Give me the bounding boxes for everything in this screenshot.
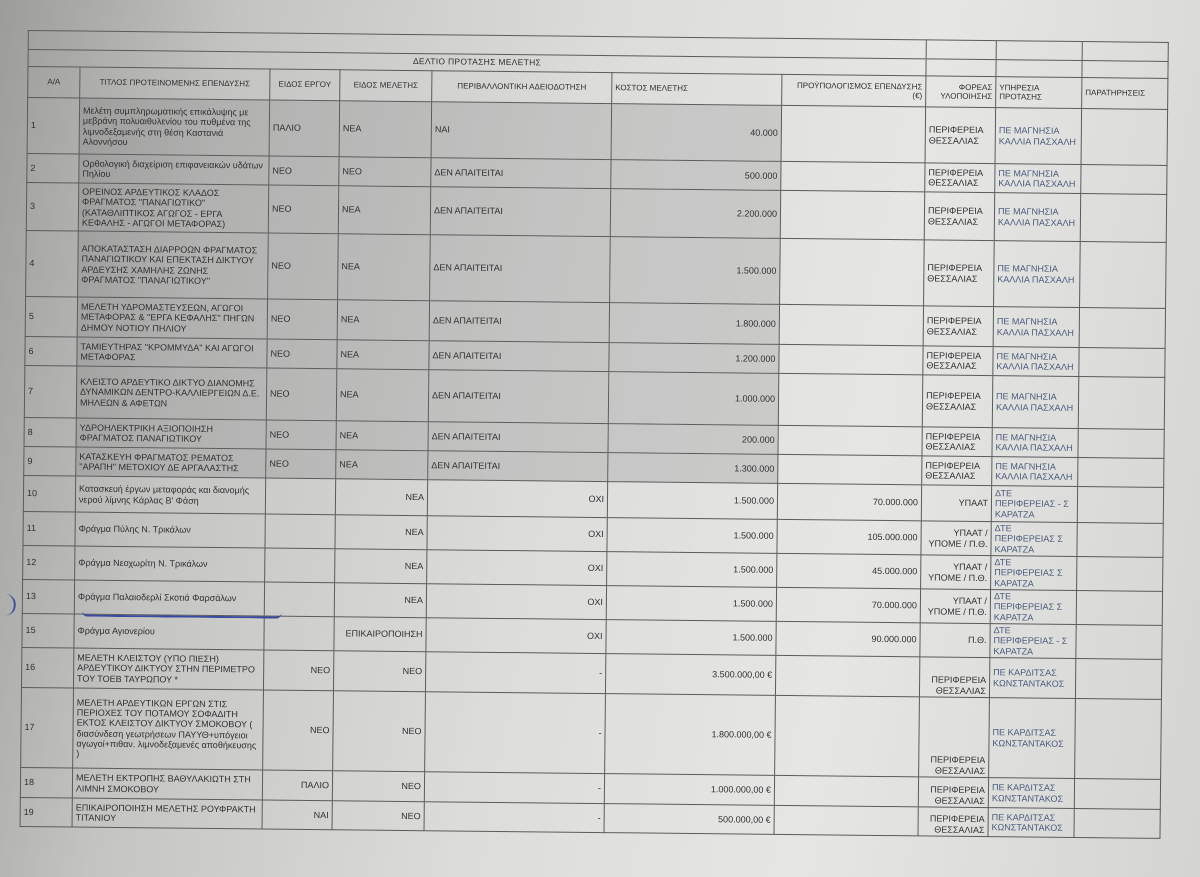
cell-eidos-ergou: ΠΑΛΙΟ [269,100,340,157]
cell-proypologismos [779,304,923,346]
cell-proypologismos: 70.000.000 [776,587,920,623]
cell-paratiriseis [1078,377,1165,430]
cell-foreas: Π.Θ. [920,623,990,658]
cell-aa: 5 [25,296,77,337]
cell-eidos-meletis: ΝΕΑ [335,515,427,550]
cell-aa: 4 [26,230,79,297]
cell-foreas: ΥΠΑΑΤ / ΥΠΟΜΕ / Π.Θ. [921,555,991,590]
cell-title: Φράγμα Αγιονερίου [74,614,264,650]
cell-aa: 1 [27,98,80,155]
cell-aa: 13 [22,580,74,615]
cell-eidos-ergou: ΝΕΟ [266,420,336,450]
cell-foreas: ΠΕΡΙΦΕΡΕΙΑ ΘΕΣΣΑΛΙΑΣ [919,697,990,778]
cell-proypologismos [775,655,919,697]
cell-title: ΑΠΟΚΑΤΑΣΤΑΣΗ ΔΙΑΡΡΟΩΝ ΦΡΑΓΜΑΤΟΣ ΠΑΝΑΓΙΩΤΙΚΟΥ ΚΑΙ ΕΠΕΚΤΑΣΗ ΔΙΚΤΥΟΥ ΑΡΔΕΥΣΗΣ ΧΑΜΗΛΗΣ ΖΩΝΗΣ ΦΡΑΓΜΑΤΟΣ "ΠΑΝΑΓΙΩΤΙΚΟΥ" [78,231,269,299]
cell-eidos-ergou: ΝΕΟ [267,339,337,369]
cell-paratiriseis [1075,699,1162,780]
cell-paratiriseis [1074,779,1160,810]
cell-periv: ΔΕΝ ΑΠΑΙΤΕΙΤΑΙ [429,301,609,343]
cell-periv: - [425,692,606,774]
cell-eidos-meletis: ΝΕΑ [335,549,427,584]
cell-kostos: 1.000.000,00 € [604,774,774,806]
header-foreas: ΦΟΡΕΑΣ ΥΛΟΠΟΙΗΣΗΣ [926,76,996,108]
cell-ypiresia: ΠΕ ΜΑΓΝΗΣΙΑ ΚΑΛΛΙΑ ΠΑΣΧΑΛΗ [994,241,1081,308]
cell-eidos-ergou: ΝΕΟ [266,368,337,421]
cell-title: ΟΡΕΙΝΟΣ ΑΡΔΕΥΤΙΚΟΣ ΚΛΑΔΟΣ ΦΡΑΓΜΑΤΟΣ "ΠΑΝΑΓΙΩΤΙΚΟ" (ΚΑΤΑΘΛΙΠΤΙΚΟΣ ΑΓΩΓΟΣ - ΕΡΓΑ ΚΕΦΑΛΗΣ - ΑΓΩΓΟΙ ΜΕΤΑΦΟΡΑΣ) [78,183,268,233]
cell-eidos-ergou: ΝΕΟ [268,185,338,234]
cell-title: ΥΔΡΟΗΛΕΚΤΡΙΚΗ ΑΞΙΟΠΟΙΗΣΗ ΦΡΑΓΜΑΤΟΣ ΠΑΝΑΓΙΩΤΙΚΟΥ [76,418,266,449]
cell-eidos-ergou: ΝΕΟ [266,449,336,479]
cell-eidos-meletis: ΝΕΑ [337,340,429,370]
cell-ypiresia: ΠΕ ΚΑΡΔΙΤΣΑΣ ΚΩΝΣΤΑΝΤΑΚΟΣ [988,808,1074,838]
cell-kostos: 1.500.000 [607,482,777,520]
cell-ypiresia: ΠΕ ΜΑΓΝΗΣΙΑ ΚΑΛΛΙΑ ΠΑΣΧΑΛΗ [992,428,1078,458]
cell-ypiresia: ΠΕ ΜΑΓΝΗΣΙΑ ΚΑΛΛΙΑ ΠΑΣΧΑΛΗ [994,193,1080,242]
table-row [26,230,1167,308]
cell-periv: ΟΧΙ [426,584,606,620]
cell-paratiriseis [1080,242,1167,309]
cell-periv: ΔΕΝ ΑΠΑΙΤΕΙΤΑΙ [430,235,611,303]
cell-periv: ΟΧΙ [427,480,607,518]
cell-eidos-meletis: ΝΕΑ [338,186,430,235]
cell-ypiresia: ΔΤΕ ΠΕΡΙΦΕΡΕΙΑΣ - Σ ΚΑΡΑΤΖΑ [991,486,1077,523]
cell-kostos: 1.300.000 [608,453,778,484]
cell-title: ΕΠΙΚΑΙΡΟΠΟΙΗΣΗ ΜΕΛΕΤΗΣ ΡΟΥΦΡΑΚΤΗ ΤΙΤΑΝΙΟΥ [72,798,262,829]
cell-paratiriseis [1076,625,1162,660]
cell-ypiresia: ΠΕ ΜΑΓΝΗΣΙΑ ΚΑΛΛΙΑ ΠΑΣΧΑΛΗ [993,347,1079,377]
cell-kostos: 1.800.000 [609,303,779,345]
cell-foreas: ΠΕΡΙΦΕΡΕΙΑ ΘΕΣΣΑΛΙΑΣ [918,807,988,837]
cell-eidos-ergou: ΝΕΟ [263,650,333,691]
cell-aa: 7 [24,365,77,418]
cell-foreas: ΥΠΑΑΤ / ΥΠΟΜΕ / Π.Θ. [920,589,990,624]
document-sheet [20,18,1178,835]
cell-eidos-meletis: ΝΕΑ [336,421,428,451]
cell-kostos: 1.000.000 [608,372,779,426]
cell-eidos-meletis: ΝΕΑ [334,583,426,618]
cell-aa: 12 [23,546,75,581]
cell-ypiresia: ΠΕ ΜΑΓΝΗΣΙΑ ΚΑΛΛΙΑ ΠΑΣΧΑΛΗ [995,164,1081,194]
cell-foreas: ΠΕΡΙΦΕΡΕΙΑ ΘΕΣΣΑΛΙΑΣ [922,456,992,486]
cell-periv: ΟΧΙ [427,550,607,586]
cell-foreas: ΥΠΑΑΤ [921,485,991,522]
cell-title: ΚΛΕΙΣΤΟ ΑΡΔΕΥΤΙΚΟ ΔΙΚΤΥΟ ΔΙΑΝΟΜΗΣ ΔΥΝΑΜΙΚΩΝ ΔΕΝΤΡΟ-ΚΑΛΛΙΕΡΓΕΙΩΝ Δ.Ε. ΜΗΛΕΩΝ & ΑΦΕΤΩΝ [76,366,267,420]
cell-kostos: 3.500.000,00 € [605,654,775,696]
cell-eidos-meletis: ΕΠΙΚΑΙΡΟΠΟΙΗΣΗ [334,617,426,652]
cell-eidos-ergou [265,548,335,583]
cell-ypiresia: ΠΕ ΚΑΡΔΙΤΣΑΣ ΚΩΝΣΤΑΝΤΑΚΟΣ [989,658,1075,699]
cell-eidos-ergou: ΠΑΛΙΟ [262,770,332,801]
cell-aa: 9 [24,446,76,476]
cell-aa: 19 [20,798,72,828]
cell-periv: ΔΕΝ ΑΠΑΙΤΕΙΤΑΙ [430,187,610,237]
cell-periv: - [424,802,604,833]
cell-proypologismos [775,695,920,777]
cell-proypologismos [778,425,922,456]
cell-title: Φράγμα Νεοχωρίτη Ν. Τρικάλων [75,546,265,582]
cell-proypologismos: 70.000.000 [777,483,921,521]
cell-kostos: 1.200.000 [609,343,779,374]
cell-aa: 11 [23,511,75,546]
cell-paratiriseis [1076,591,1162,626]
cell-paratiriseis [1077,557,1163,592]
header-eidos-ergou: ΕΙΔΟΣ ΕΡΓΟΥ [270,69,340,101]
cell-aa: 16 [21,648,73,689]
cell-kostos: 500.000 [611,160,781,191]
cell-eidos-meletis: ΝΕΑ [339,101,432,158]
cell-title: ΚΑΤΑΣΚΕΥΗ ΦΡΑΓΜΑΤΟΣ ΡΕΜΑΤΟΣ "ΑΡΑΠΗ" ΜΕΤΟΧΙΟΥ ΔΕ ΑΡΓΑΛΑΣΤΗΣ [76,447,266,478]
cell-ypiresia: ΔΤΕ ΠΕΡΙΦΕΡΕΙΑΣ - Σ ΚΑΡΑΤΖΑ [990,624,1076,659]
cell-eidos-meletis: ΝΕΑ [335,479,427,516]
cell-proypologismos: 105.000.000 [777,519,921,555]
cell-proypologismos [781,161,925,192]
cell-paratiriseis [1078,429,1164,459]
cell-periv: ΔΕΝ ΑΠΑΙΤΕΙΤΑΙ [428,422,608,453]
cell-periv: ΔΕΝ ΑΠΑΙΤΕΙΤΑΙ [431,158,611,189]
cell-proypologismos [778,454,922,485]
cell-periv: ΝΑΙ [431,102,612,160]
cell-title: Ορθολογική διαχείριση επιφανειακών υδάτων Πηλίου [79,154,269,185]
cell-title: ΤΑΜΙΕΥΤΗΡΑΣ "ΚΡΟΜΜΥΔΑ" ΚΑΙ ΑΓΩΓΟΙ ΜΕΤΑΦΟΡΑΣ [77,337,267,368]
cell-foreas: ΠΕΡΙΦΕΡΕΙΑ ΘΕΣΣΑΛΙΑΣ [922,375,993,428]
cell-foreas: ΠΕΡΙΦΕΡΕΙΑ ΘΕΣΣΑΛΙΑΣ [925,107,996,164]
cell-kostos: 1.500.000 [610,237,781,305]
cell-proypologismos [780,238,925,306]
cell-ypiresia: ΠΕ ΜΑΓΝΗΣΙΑ ΚΑΛΛΙΑ ΠΑΣΧΑΛΗ [993,307,1079,348]
cell-kostos: 1.500.000 [607,552,777,588]
cell-foreas: ΠΕΡΙΦΕΡΕΙΑ ΘΕΣΣΑΛΙΑΣ [919,657,989,698]
cell-eidos-ergou: ΝΕΟ [269,156,339,186]
cell-eidos-ergou [264,616,334,651]
cell-eidos-ergou: ΝΑΙ [262,800,332,830]
cell-paratiriseis [1077,487,1163,524]
cell-ypiresia: ΠΕ ΚΑΡΔΙΤΣΑΣ ΚΩΝΣΤΑΝΤΑΚΟΣ [989,698,1076,779]
cell-periv: ΟΧΙ [427,516,607,552]
cell-aa: 8 [24,417,76,447]
cell-eidos-ergou: ΝΕΟ [268,233,339,300]
cell-kostos: 40.000 [611,104,782,162]
cell-proypologismos [774,775,918,807]
cell-proypologismos [781,105,926,163]
cell-foreas: ΠΕΡΙΦΕΡΕΙΑ ΘΕΣΣΑΛΙΑΣ [924,192,994,241]
cell-ypiresia: ΔΤΕ ΠΕΡΙΦΕΡΕΙΑΣ Σ ΚΑΡΑΤΖΑ [991,522,1077,557]
cell-kostos: 1.500.000 [607,518,777,554]
cell-kostos: 1.500.000 [606,586,776,622]
cell-paratiriseis [1080,194,1166,243]
header-paratiriseis: ΠΑΡΑΤΗΡΗΣΕΙΣ [1082,78,1168,110]
cell-foreas: ΠΕΡΙΦΕΡΕΙΑ ΘΕΣΣΑΛΙΑΣ [922,427,992,457]
cell-aa: 17 [21,688,74,769]
header-kostos: ΚΟΣΤΟΣ ΜΕΛΕΤΗΣ [612,73,782,106]
study-proposal-table [20,30,1169,839]
cell-eidos-meletis: ΝΕΟ [333,691,426,772]
cell-proypologismos [778,373,923,427]
cell-foreas: ΠΕΡΙΦΕΡΕΙΑ ΘΕΣΣΑΛΙΑΣ [918,777,988,808]
pen-bracket-mark [0,594,16,616]
cell-aa: 15 [22,614,74,649]
cell-foreas: ΠΕΡΙΦΕΡΕΙΑ ΘΕΣΣΑΛΙΑΣ [923,346,993,376]
table-row [21,688,1162,780]
cell-title: ΜΕΛΕΤΗ ΚΛΕΙΣΤΟΥ (ΥΠΟ ΠΙΕΣΗ) ΑΡΔΕΥΤΙΚΟΥ ΔΙΚΤΥΟΥ ΣΤΗΝ ΠΕΡΙΜΕΤΡΟ ΤΟΥ ΤΟΕΒ ΤΑΥΡΩΠΟΥ * [73,648,263,690]
cell-ypiresia: ΔΤΕ ΠΕΡΙΦΕΡΕΙΑΣ Σ ΚΑΡΑΤΖΑ [991,556,1077,591]
cell-eidos-ergou: ΝΕΟ [263,690,334,771]
cell-proypologismos [774,805,918,836]
cell-title: ΜΕΛΕΤΗ ΑΡΔΕΥΤΙΚΩΝ ΕΡΓΩΝ ΣΤΙΣ ΠΕΡΙΟΧΕΣ ΤΟΥ ΠΟΤΑΜΟΥ ΣΟΦΑΔΙΤΗ ΕΚΤΟΣ ΚΛΕΙΣΤΟΥ ΔΙΚΤΥΟΥ ΣΜΟΚΟΒΟΥ ( διασύνδεση γεωτρήσεων ΠΑΥΥΘ+υπόγειοι αγωγοί+πιθαν. λιμνοδεξαμενές αποθήκευσης ) [73,688,264,770]
cell-periv: ΔΕΝ ΑΠΑΙΤΕΙΤΑΙ [428,370,609,424]
cell-aa: 2 [27,153,79,183]
cell-title: Φράγμα Παλαιοδερλί Σκοτιά Φαρσάλων [74,580,264,616]
cell-proypologismos: 90.000.000 [776,621,920,657]
cell-title: Κατασκευή έργων μεταφοράς και διανομής νερού λίμνης Κάρλας Β' Φάση [75,476,265,514]
cell-aa: 6 [25,336,77,366]
header-proypologismos: ΠΡΟΫΠΟΛΟΓΙΣΜΟΣ ΕΠΕΝΔΥΣΗΣ (€) [782,74,926,107]
cell-paratiriseis [1081,165,1167,195]
cell-eidos-ergou: ΝΕΟ [267,299,337,340]
cell-periv: ΟΧΙ [426,618,606,654]
cell-eidos-meletis: ΝΕΑ [337,300,429,341]
cell-eidos-meletis: ΝΕΑ [336,450,428,480]
cell-kostos: 1.500.000 [606,620,776,656]
table-title: ΔΕΛΤΙΟ ΠΡΟΤΑΣΗΣ ΜΕΛΕΤΗΣ [28,50,926,76]
cell-periv: - [425,652,605,694]
cell-kostos: 500.000,00 € [604,804,774,835]
cell-periv: ΔΕΝ ΑΠΑΙΤΕΙΤΑΙ [429,341,609,372]
cell-eidos-meletis: ΝΕΟ [339,157,431,187]
header-aa: Α/Α [28,67,80,99]
header-title: ΤΙΤΛΟΣ ΠΡΟΤΕΙΝΟΜΕΝΗΣ ΕΠΕΝΔΥΣΗΣ [80,67,270,100]
cell-foreas: ΠΕΡΙΦΕΡΕΙΑ ΘΕΣΣΑΛΙΑΣ [925,163,995,193]
cell-paratiriseis [1081,109,1168,166]
cell-eidos-meletis: ΝΕΑ [336,369,429,422]
cell-title: ΜΕΛΕΤΗ ΥΔΡΟΜΑΣΤΕΥΣΕΩΝ, ΑΓΩΓΟΙ ΜΕΤΑΦΟΡΑΣ & "ΕΡΓΑ ΚΕΦΑΛΗΣ" ΠΗΓΩΝ ΔΗΜΟΥ ΝΟΤΙΟΥ ΠΗΛΙΟΥ [77,297,267,339]
cell-title: ΜΕΛΕΤΗ ΕΚΤΡΟΠΗΣ ΒΑΘΥΛΑΚΙΩΤΗ ΣΤΗ ΛΙΜΝΗ ΣΜΟΚΟΒΟΥ [72,768,262,800]
cell-aa: 3 [26,182,78,231]
header-ypiresia: ΥΠΗΡΕΣΙΑ ΠΡΟΤΑΣΗΣ [996,77,1082,109]
cell-paratiriseis [1079,308,1165,349]
header-periv: ΠΕΡΙΒΑΛΛΟΝΤΙΚΗ ΑΔΕΙΟΔΟΤΗΣΗ [432,71,612,104]
cell-ypiresia: ΔΤΕ ΠΕΡΙΦΕΡΕΙΑΣ Σ ΚΑΡΑΤΖΑ [990,590,1076,625]
cell-foreas: ΠΕΡΙΦΕΡΕΙΑ ΘΕΣΣΑΛΙΑΣ [924,240,995,307]
cell-ypiresia: ΠΕ ΚΑΡΔΙΤΣΑΣ ΚΩΝΣΤΑΝΤΑΚΟΣ [988,778,1074,809]
cell-proypologismos [779,344,923,375]
cell-foreas: ΠΕΡΙΦΕΡΕΙΑ ΘΕΣΣΑΛΙΑΣ [923,306,993,347]
cell-title: Μελέτη συμπληρωματικής επικάλυψης με μεβράνη πολυαιθυλενίου του πυθμένα της λιμνοδεξαμενής στη θέση Καστανιά Αλοννήσου [79,98,270,156]
header-eidos-meletis: ΕΙΔΟΣ ΜΕΛΕΤΗΣ [340,70,432,102]
cell-periv: - [424,772,604,804]
cell-ypiresia: ΠΕ ΜΑΓΝΗΣΙΑ ΚΑΛΛΙΑ ΠΑΣΧΑΛΗ [992,457,1078,487]
cell-foreas: ΥΠΑΑΤ / ΥΠΟΜΕ / Π.Θ. [921,521,991,556]
cell-paratiriseis [1079,348,1165,378]
cell-paratiriseis [1077,523,1163,558]
cell-periv: ΔΕΝ ΑΠΑΙΤΕΙΤΑΙ [428,451,608,482]
cell-eidos-ergou [265,514,335,549]
cell-ypiresia: ΠΕ ΜΑΓΝΗΣΙΑ ΚΑΛΛΙΑ ΠΑΣΧΑΛΗ [992,376,1079,429]
cell-proypologismos: 45.000.000 [777,553,921,589]
cell-ypiresia: ΠΕ ΜΑΓΝΗΣΙΑ ΚΑΛΛΙΑ ΠΑΣΧΑΛΗ [995,108,1082,165]
cell-proypologismos [780,190,924,240]
cell-aa: 18 [20,768,72,799]
cell-paratiriseis [1074,809,1160,839]
cell-title: Φράγμα Πύλης Ν. Τρικάλων [75,512,265,548]
cell-eidos-meletis: ΝΕΟ [332,771,424,802]
cell-paratiriseis [1075,659,1161,700]
cell-paratiriseis [1078,458,1164,488]
cell-eidos-ergou [265,478,335,515]
cell-eidos-meletis: ΝΕΑ [338,234,431,301]
cell-aa: 10 [23,475,75,512]
cell-kostos: 200.000 [608,424,778,455]
cell-eidos-meletis: ΝΕΟ [332,801,424,831]
cell-kostos: 1.800.000,00 € [605,694,776,776]
cell-eidos-ergou [264,582,334,617]
cell-kostos: 2.200.000 [610,189,780,239]
cell-eidos-meletis: ΝΕΟ [333,651,425,692]
